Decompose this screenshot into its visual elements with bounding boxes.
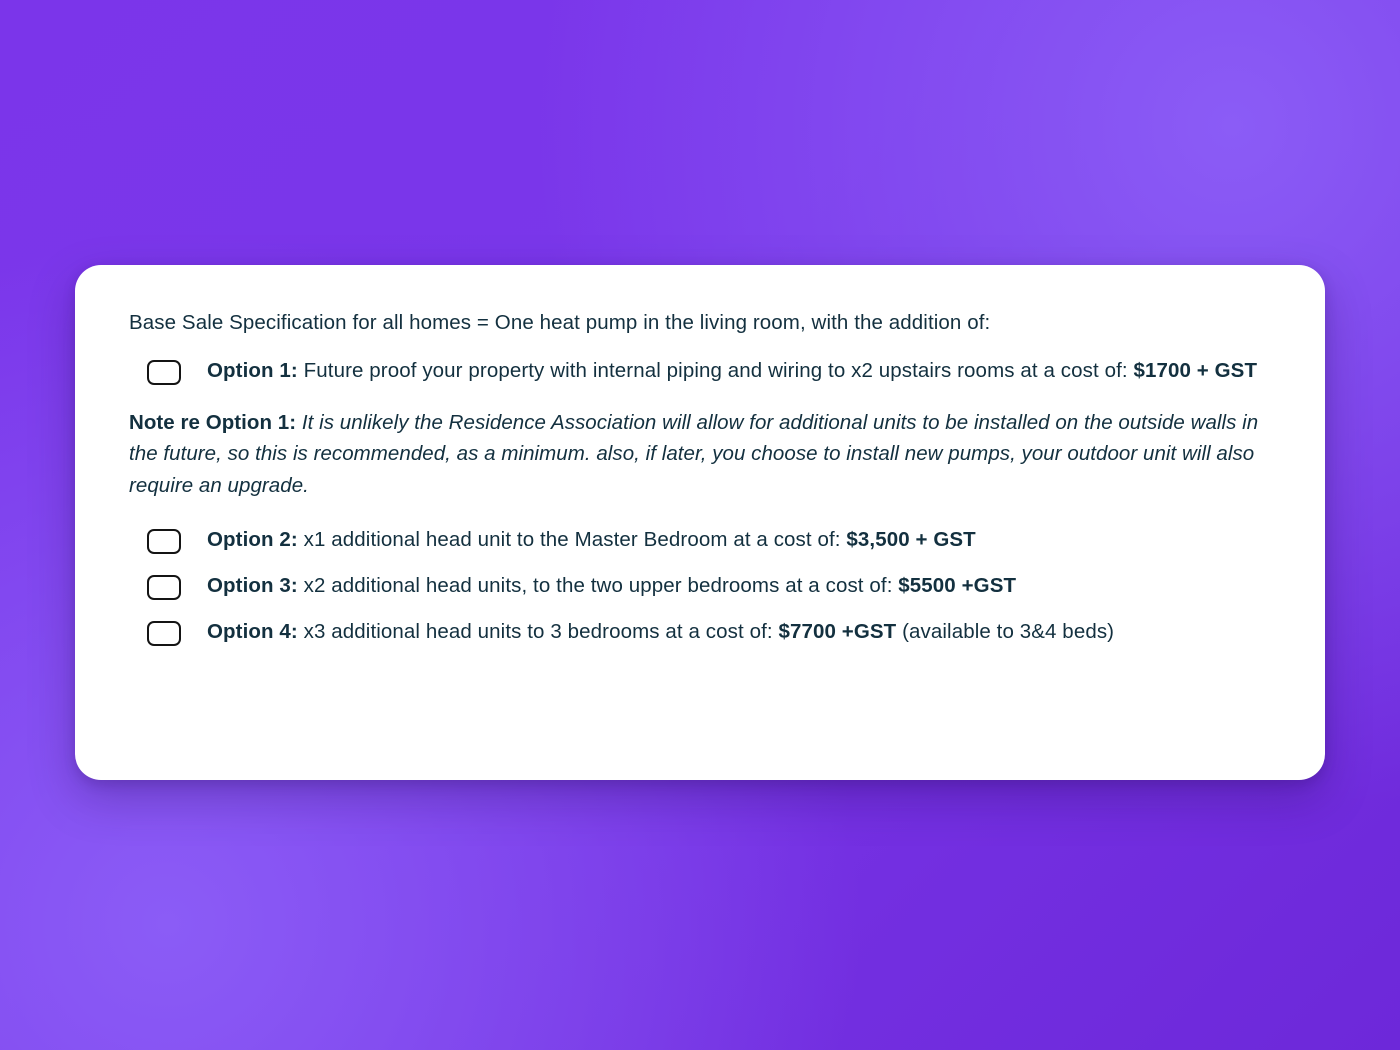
option-1-price: $1700 + GST <box>1133 358 1258 382</box>
option-4-price: $7700 +GST <box>778 619 897 643</box>
option-3-label: Option 3: <box>207 573 298 597</box>
option-2-label: Option 2: <box>207 527 298 551</box>
option-2-price: $3,500 + GST <box>846 527 976 551</box>
option-3-price: $5500 +GST <box>898 573 1017 597</box>
option-4-text <box>207 618 1114 646</box>
option-1-text <box>207 357 1257 385</box>
note-body: It is unlikely the Residence Association will allow for additional units to be installed on the outside walls in the future, so this is recommended, as a minimum. also, if later, you choose to install new pumps, your outdoor unit will also require an upgrade. <box>129 410 1259 498</box>
option-2-body: x1 additional head unit to the Master Bedroom at a cost of: <box>297 527 847 551</box>
checkbox-option-3[interactable] <box>147 575 181 600</box>
intro-text: Base Sale Specification for all homes = One heat pump in the living room, with the addition of: <box>129 311 991 334</box>
option-row-2[interactable] <box>129 526 1269 554</box>
note-option-1 <box>129 407 1269 502</box>
checkbox-option-4[interactable] <box>147 621 181 646</box>
option-4-tail: (available to 3&4 beds) <box>896 619 1115 643</box>
option-row-1[interactable] <box>129 357 1269 385</box>
option-3-body: x2 additional head units, to the two upper bedrooms at a cost of: <box>297 573 899 597</box>
option-1-label: Option 1: <box>207 358 298 382</box>
option-4-body: x3 additional head units to 3 bedrooms at a cost of: <box>297 619 779 643</box>
option-row-4[interactable] <box>129 618 1269 646</box>
specification-card <box>75 265 1325 780</box>
option-3-text <box>207 572 1016 600</box>
note-label: Note re Option 1: <box>129 410 297 434</box>
option-4-label: Option 4: <box>207 619 298 643</box>
checkbox-option-1[interactable] <box>147 360 181 385</box>
option-2-text <box>207 526 976 554</box>
option-row-3[interactable] <box>129 572 1269 600</box>
checkbox-option-2[interactable] <box>147 529 181 554</box>
option-1-body: Future proof your property with internal piping and wiring to x2 upstairs rooms at a cost of: <box>297 358 1134 382</box>
